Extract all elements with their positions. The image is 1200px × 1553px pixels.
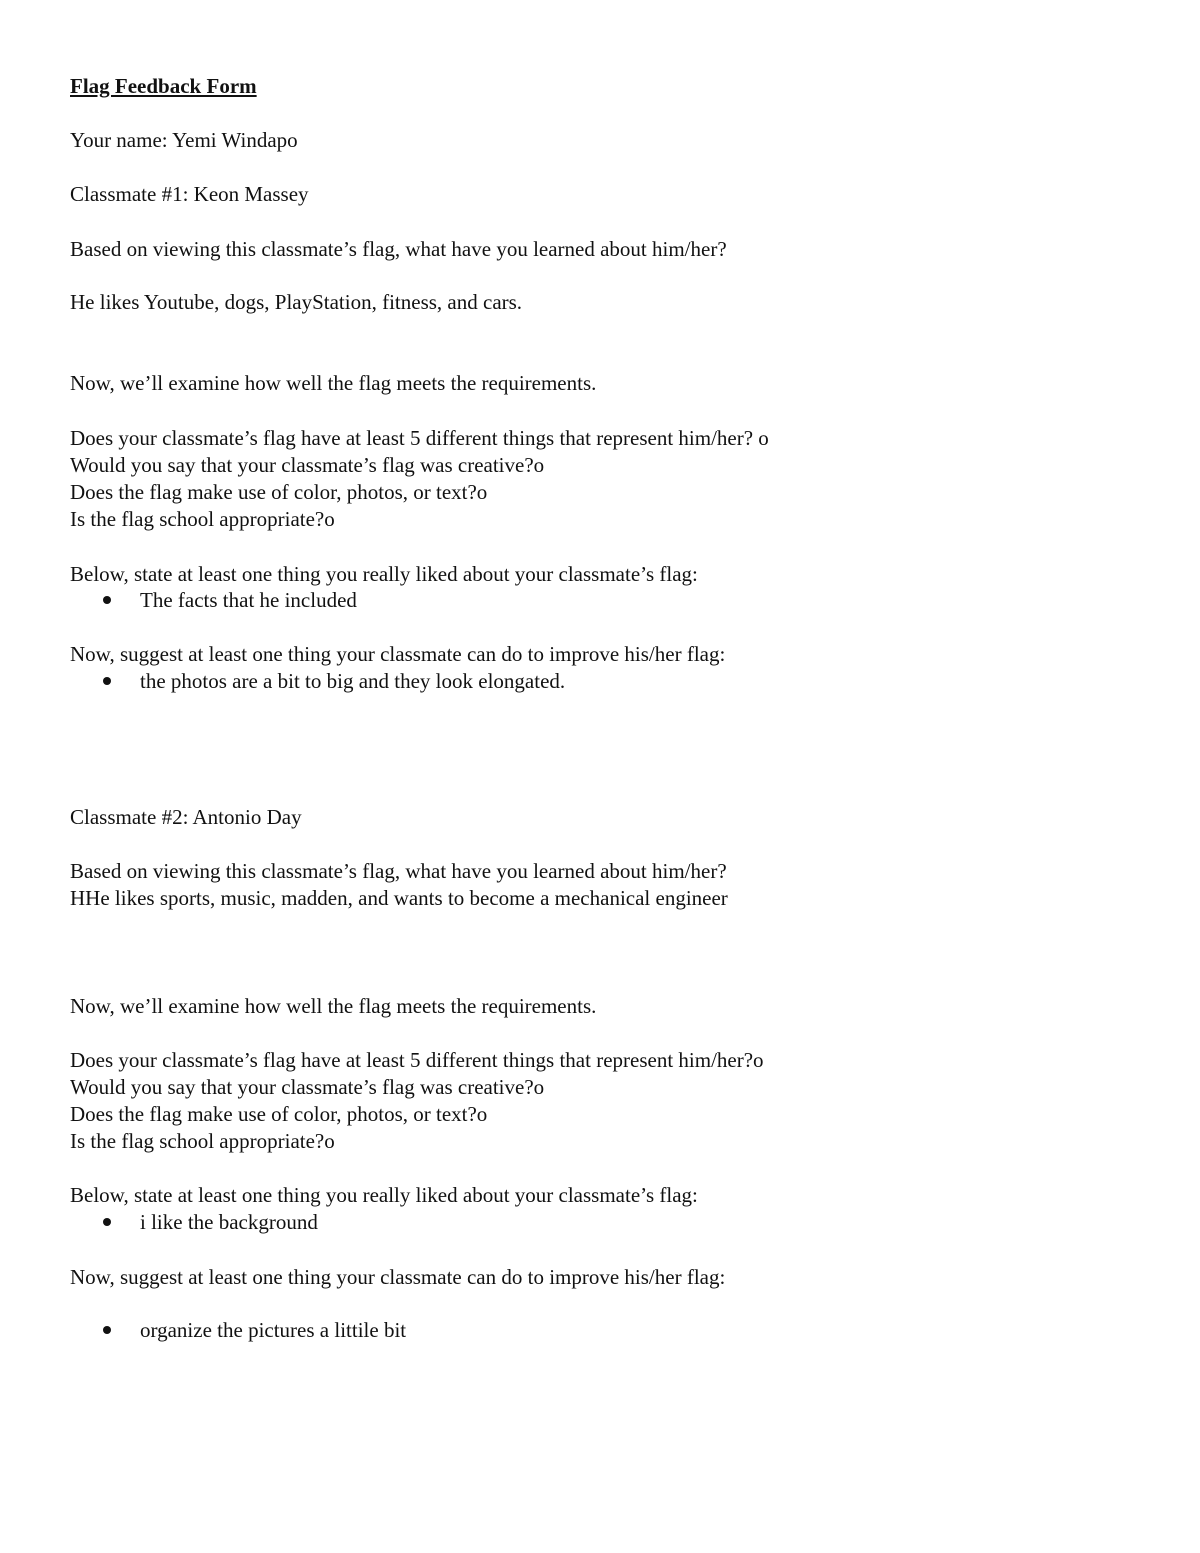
bullet-icon bbox=[103, 677, 111, 685]
bullet-icon bbox=[103, 1326, 111, 1334]
classmate-1-learned-answer: He likes Youtube, dogs, PlayStation, fitness, and cars. bbox=[70, 290, 523, 314]
classmate-2-question-1: Does your classmate’s flag have at least 5 different things that represent him/her?o bbox=[70, 1048, 764, 1072]
classmate-2-liked-list-item bbox=[103, 1209, 318, 1235]
classmate-1-heading: Classmate #1: Keon Massey bbox=[70, 182, 309, 206]
bullet-icon bbox=[103, 1218, 111, 1226]
classmate-1-question-2: Would you say that your classmate’s flag was creative?o bbox=[70, 453, 545, 477]
classmate-2-improve-prompt: Now, suggest at least one thing your classmate can do to improve his/her flag: bbox=[70, 1265, 726, 1289]
classmate-1-improve-answer: the photos are a bit to big and they look elongated. bbox=[140, 669, 566, 693]
classmate-2-question-2: Would you say that your classmate’s flag was creative?o bbox=[70, 1075, 545, 1099]
classmate-1-liked-prompt: Below, state at least one thing you really liked about your classmate’s flag: bbox=[70, 562, 698, 586]
classmate-2-learned-answer: HHe likes sports, music, madden, and wants to become a mechanical engineer bbox=[70, 886, 728, 910]
classmate-2-requirements-intro: Now, we’ll examine how well the flag meets the requirements. bbox=[70, 994, 597, 1018]
classmate-1-improve-list-item bbox=[103, 668, 565, 694]
classmate-2-heading: Classmate #2: Antonio Day bbox=[70, 805, 302, 829]
your-name-line: Your name: Yemi Windapo bbox=[70, 128, 298, 152]
classmate-2-improve-list-item bbox=[103, 1317, 406, 1343]
classmate-2-learned-question: Based on viewing this classmate’s flag, what have you learned about him/her? bbox=[70, 859, 727, 883]
classmate-2-liked-answer: i like the background bbox=[140, 1210, 318, 1234]
classmate-2-question-4: Is the flag school appropriate?o bbox=[70, 1129, 335, 1153]
classmate-2-improve-answer: organize the pictures a littile bit bbox=[140, 1318, 407, 1342]
classmate-1-question-4: Is the flag school appropriate?o bbox=[70, 507, 335, 531]
classmate-1-liked-list-item bbox=[103, 587, 357, 613]
classmate-1-improve-prompt: Now, suggest at least one thing your classmate can do to improve his/her flag: bbox=[70, 642, 726, 666]
classmate-2-question-3: Does the flag make use of color, photos, or text?o bbox=[70, 1102, 488, 1126]
classmate-1-question-3: Does the flag make use of color, photos, or text?o bbox=[70, 480, 488, 504]
form-title: Flag Feedback Form bbox=[70, 74, 257, 98]
classmate-1-requirements-intro: Now, we’ll examine how well the flag meets the requirements. bbox=[70, 371, 597, 395]
classmate-1-question-1: Does your classmate’s flag have at least 5 different things that represent him/her? o bbox=[70, 426, 769, 450]
classmate-2-liked-prompt: Below, state at least one thing you really liked about your classmate’s flag: bbox=[70, 1183, 698, 1207]
bullet-icon bbox=[103, 596, 111, 604]
classmate-1-learned-question: Based on viewing this classmate’s flag, what have you learned about him/her? bbox=[70, 237, 727, 261]
classmate-1-liked-answer: The facts that he included bbox=[140, 588, 357, 612]
